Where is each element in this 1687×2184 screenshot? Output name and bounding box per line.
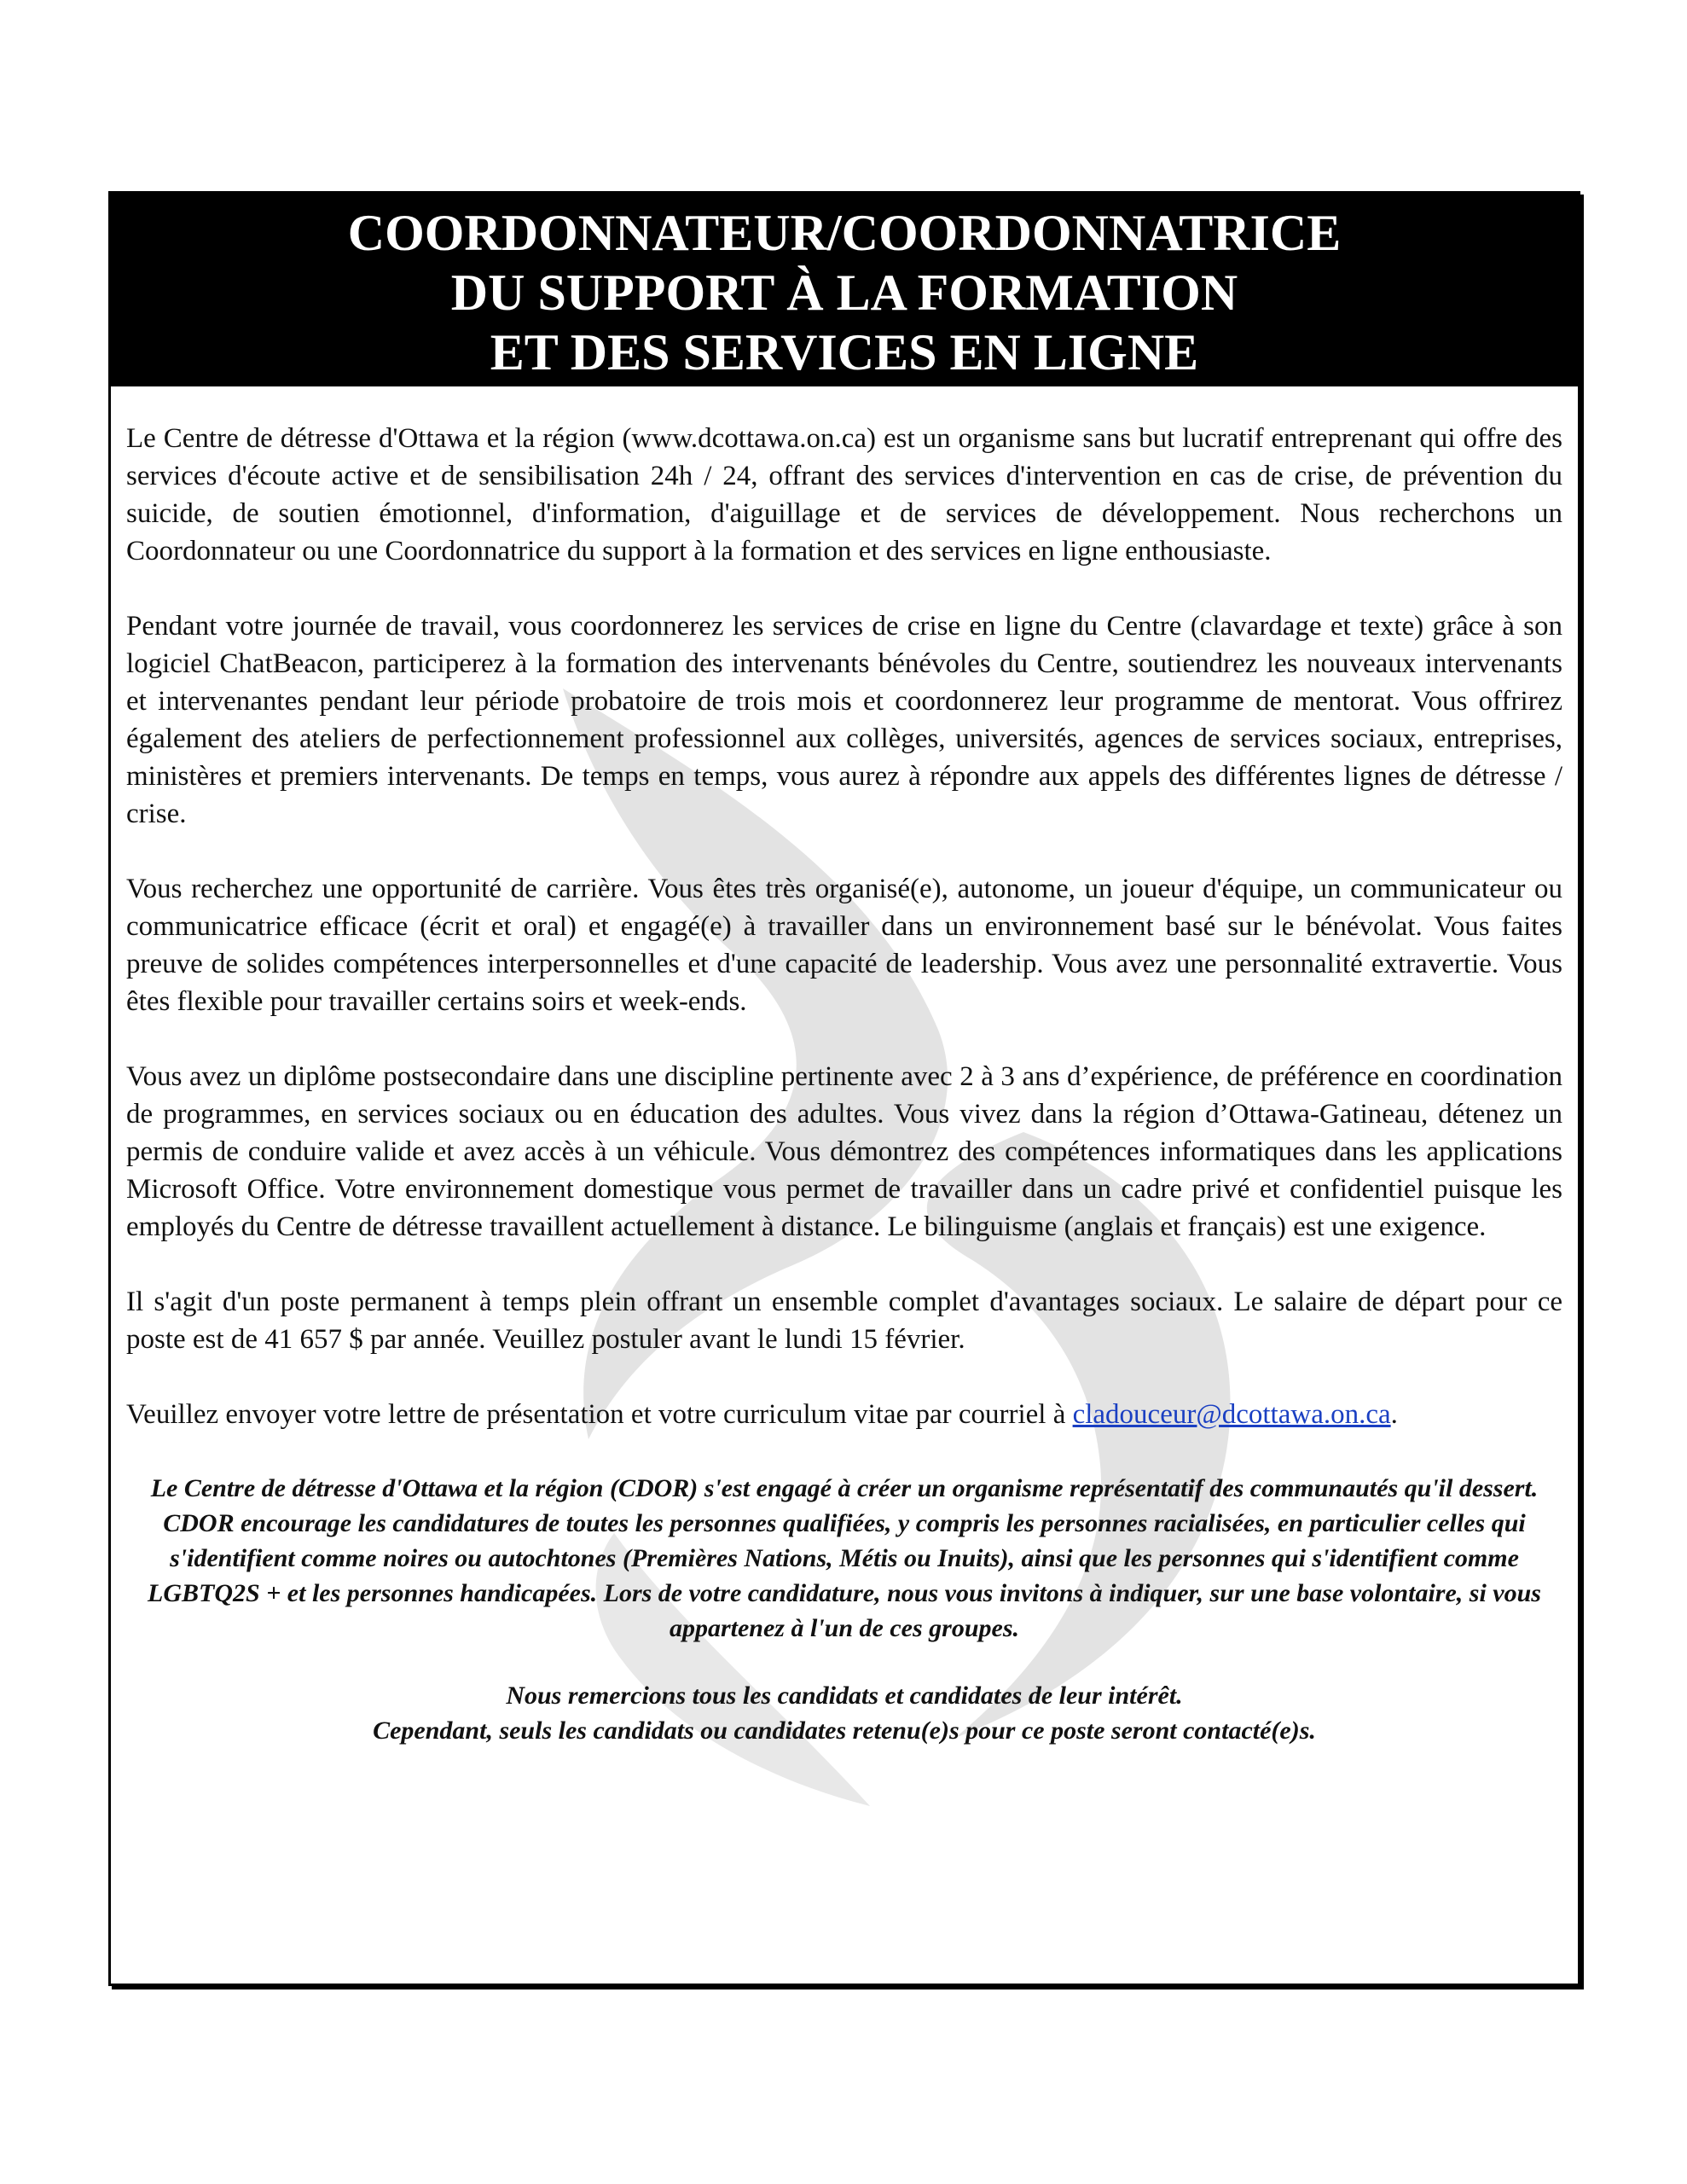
requirements-paragraph: Vous avez un diplôme postsecondaire dans une discipline pertinente avec 2 à 3 ans d’expérience, de préférence en coordination de programmes, en services sociaux ou en éducation des adultes. Vous vivez dans la région d’Ottawa-Gatineau, détenez un permis de conduire valide et avez accès à un véhicule. Vous démontrez des compétences informatiques dans les applications Microsoft Office. Votre environnement domestique vous permet de travailler dans un cadre privé et confidentiel puisque les employés du Centre de détresse travaillent actuellement à distance. Le bilinguisme (anglais et français) est une exigence. <box>126 1061 1562 1242</box>
job-posting-frame <box>108 191 1580 1986</box>
intro-paragraph: Le Centre de détresse d'Ottawa et la région (www.dcottawa.on.ca) est un organisme sans but lucratif entreprenant qui offre des services d'écoute active et de sensibilisation 24h / 24, offrant des services d'intervention en cas de crise, de prévention du suicide, de soutien émotionnel, d'information, d'aiguillage et de services de développement. Nous recherchons un Coordonnateur ou une Coordonnatrice du support à la formation et des services en ligne enthousiaste. <box>126 423 1562 566</box>
thanks-line-1: Nous remercions tous les candidats et candidates de leur intérêt. <box>506 1682 1183 1710</box>
title-banner <box>111 194 1578 386</box>
thanks-note <box>126 1678 1562 1748</box>
posting-body <box>126 420 1562 1748</box>
position-paragraph: Il s'agit d'un poste permanent à temps plein offrant un ensemble complet d'avantages sociaux. Le salaire de départ pour ce poste est de 41 657 $ par année. Veuillez postuler avant le lundi 15 février. <box>126 1287 1562 1355</box>
apply-paragraph <box>126 1396 1562 1433</box>
title-line-1: COORDONNATEUR/COORDONNATRICE <box>347 205 1342 261</box>
thanks-line-2: Cependant, seuls les candidats ou candidates retenu(e)s pour ce poste seront contacté(e)s. <box>373 1716 1316 1745</box>
title-line-3: ET DES SERVICES EN LIGNE <box>490 324 1199 380</box>
diversity-notice: Le Centre de détresse d'Ottawa et la région (CDOR) s'est engagé à créer un organisme représentatif des communautés qu'il dessert. CDOR encourage les candidatures de toutes les personnes qualifiées, y compris les personnes racialisées, en particulier celles qui s'identifient comme noires ou autochtones (Premières Nations, Métis ou Inuits), ainsi que les personnes qui s'identifient comme LGBTQ2S + et les personnes handicapées. Lors de votre candidature, nous vous invitons à indiquer, sur une base volontaire, si vous appartenez à l'un de ces groupes. <box>148 1474 1541 1642</box>
duties-paragraph: Pendant votre journée de travail, vous coordonnerez les services de crise en ligne du Centre (clavardage et texte) grâce à son logiciel ChatBeacon, participerez à la formation des intervenants bénévoles du Centre, soutiendrez les nouveaux intervenants et intervenantes pendant leur période probatoire de trois mois et coordonnerez leur programme de mentorat. Vous offrirez également des ateliers de perfectionnement professionnel aux collèges, universités, agences de services sociaux, entreprises, ministères et premiers intervenants. De temps en temps, vous aurez à répondre aux appels des différentes lignes de détresse / crise. <box>126 611 1562 829</box>
email-link[interactable]: cladouceur@dcottawa.on.ca <box>1072 1399 1391 1430</box>
apply-text: Veuillez envoyer votre lettre de présentation et votre curriculum vitae par courriel à <box>126 1399 1073 1430</box>
title-line-2: DU SUPPORT À LA FORMATION <box>450 264 1238 321</box>
profile-paragraph: Vous recherchez une opportunité de carrière. Vous êtes très organisé(e), autonome, un joueur d'équipe, un communicateur ou communicatrice efficace (écrit et oral) et engagé(e) à travailler dans un environnement basé sur le bénévolat. Vous faites preuve de solides compétences interpersonnelles et d'une capacité de leadership. Vous avez une personnalité extravertie. Vous êtes flexible pour travailler certains soirs et week-ends. <box>126 874 1562 1017</box>
apply-suffix: . <box>1390 1399 1398 1430</box>
